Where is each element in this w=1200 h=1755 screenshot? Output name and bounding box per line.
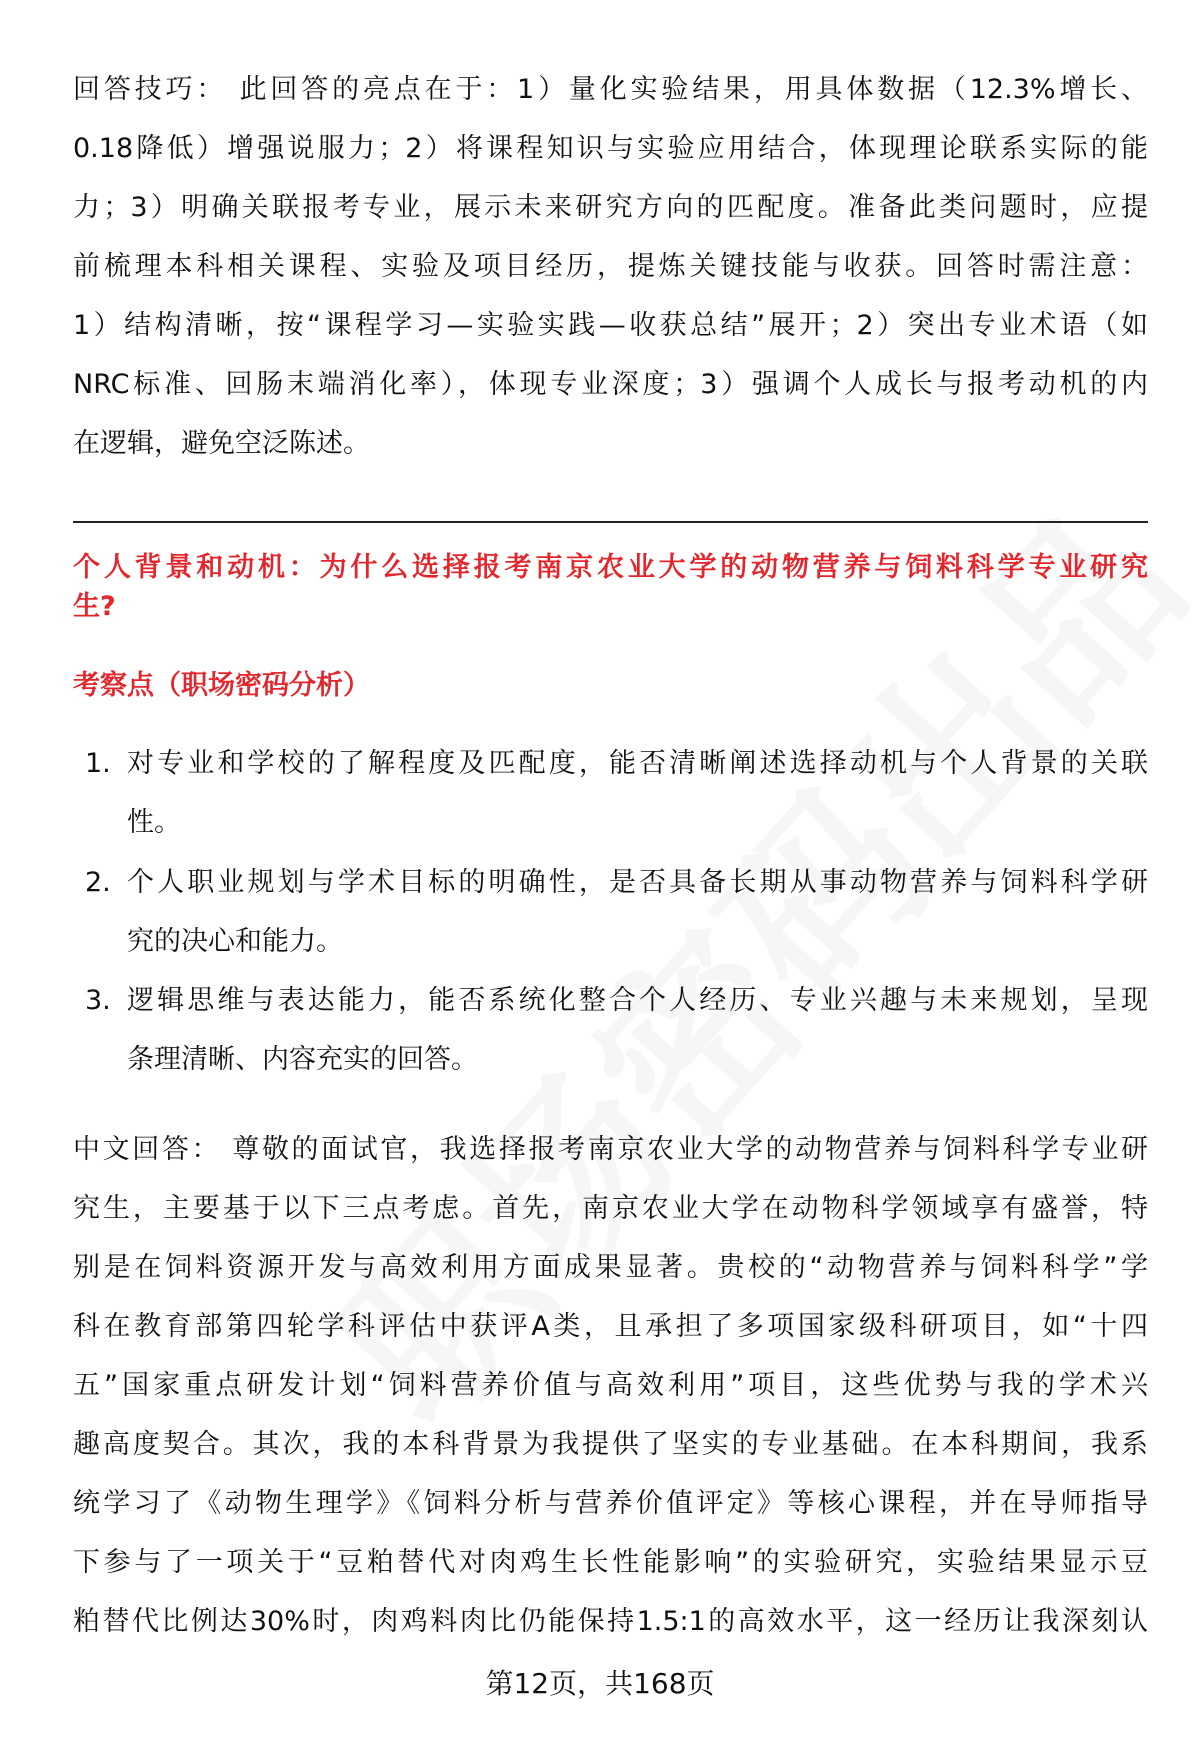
text-line: 0.18降低）增强说服力；2）将课程知识与实验应用结合，体现理论联系实际的能 (73, 133, 1148, 164)
text-line: 对专业和学校的了解程度及匹配度，能否清晰阐述选择动机与个人背景的关联 (127, 748, 1148, 779)
text-line: 科在教育部第四轮学科评估中获评A类，且承担了多项国家级科研项目，如“十四 (73, 1311, 1148, 1342)
list-item (85, 734, 1148, 852)
list-number: 3. (85, 985, 111, 1016)
text-line: 逻辑思维与表达能力，能否系统化整合个人经历、专业兴趣与未来规划，呈现 (127, 985, 1148, 1016)
chinese-answer-paragraph (73, 1120, 1148, 1651)
text-line: 个人职业规划与学术目标的明确性，是否具备长期从事动物营养与饲料科学研 (127, 867, 1148, 898)
question-title-line: 生? (73, 591, 116, 622)
question-title (73, 548, 1148, 626)
subheading-text: 考察点（职场密码分析） (73, 670, 370, 701)
page-number: 第12页，共168页 (485, 1667, 715, 1700)
text-line: 性。 (127, 807, 181, 838)
answer-tips-paragraph (73, 60, 1148, 473)
text-line: 前梳理本科相关课程、实验及项目经历，提炼关键技能与收获。回答时需注意： (73, 251, 1148, 282)
text-line: 统学习了《动物生理学》《饲料分析与营养价值评定》等核心课程，并在导师指导 (73, 1488, 1148, 1519)
text-line: 趣高度契合。其次，我的本科背景为我提供了坚实的专业基础。在本科期间，我系 (73, 1429, 1148, 1460)
text-line: 1）结构清晰，按“课程学习—实验实践—收获总结”展开；2）突出专业术语（如 (73, 310, 1148, 341)
text-line: 五”国家重点研发计划“饲料营养价值与高效利用”项目，这些优势与我的学术兴 (73, 1370, 1148, 1401)
list-item (85, 971, 1148, 1089)
section-divider (73, 521, 1148, 523)
list-number: 2. (85, 867, 111, 898)
text-line: NRC标准、回肠末端消化率），体现专业深度；3）强调个人成长与报考动机的内 (73, 369, 1148, 400)
text-line: 中文回答： 尊敬的面试官，我选择报考南京农业大学的动物营养与饲料科学专业研 (73, 1134, 1148, 1165)
text-line: 别是在饲料资源开发与高效利用方面成果显著。贵校的“动物营养与饲料科学”学 (73, 1252, 1148, 1283)
text-line: 究生，主要基于以下三点考虑。首先，南京农业大学在动物科学领域享有盛誉，特 (73, 1193, 1148, 1224)
text-line: 粕替代比例达30%时，肉鸡料肉比仍能保持1.5:1的高效水平，这一经历让我深刻认 (73, 1606, 1148, 1637)
question-title-line: 个人背景和动机：为什么选择报考南京农业大学的动物营养与饲料科学专业研究 (73, 552, 1148, 583)
text-line: 究的决心和能力。 (127, 926, 343, 957)
list-item (85, 853, 1148, 971)
list-number: 1. (85, 748, 111, 779)
text-line: 下参与了一项关于“豆粕替代对肉鸡生长性能影响”的实验研究，实验结果显示豆 (73, 1547, 1148, 1578)
text-line: 回答技巧： 此回答的亮点在于：1）量化实验结果，用具体数据（12.3%增长、 (73, 74, 1148, 105)
text-line: 条理清晰、内容充实的回答。 (127, 1044, 478, 1075)
assessment-subheading (73, 656, 1148, 715)
text-line: 在逻辑，避免空泛陈述。 (73, 428, 370, 459)
text-line: 力；3）明确关联报考专业，展示未来研究方向的匹配度。准备此类问题时，应提 (73, 192, 1148, 223)
